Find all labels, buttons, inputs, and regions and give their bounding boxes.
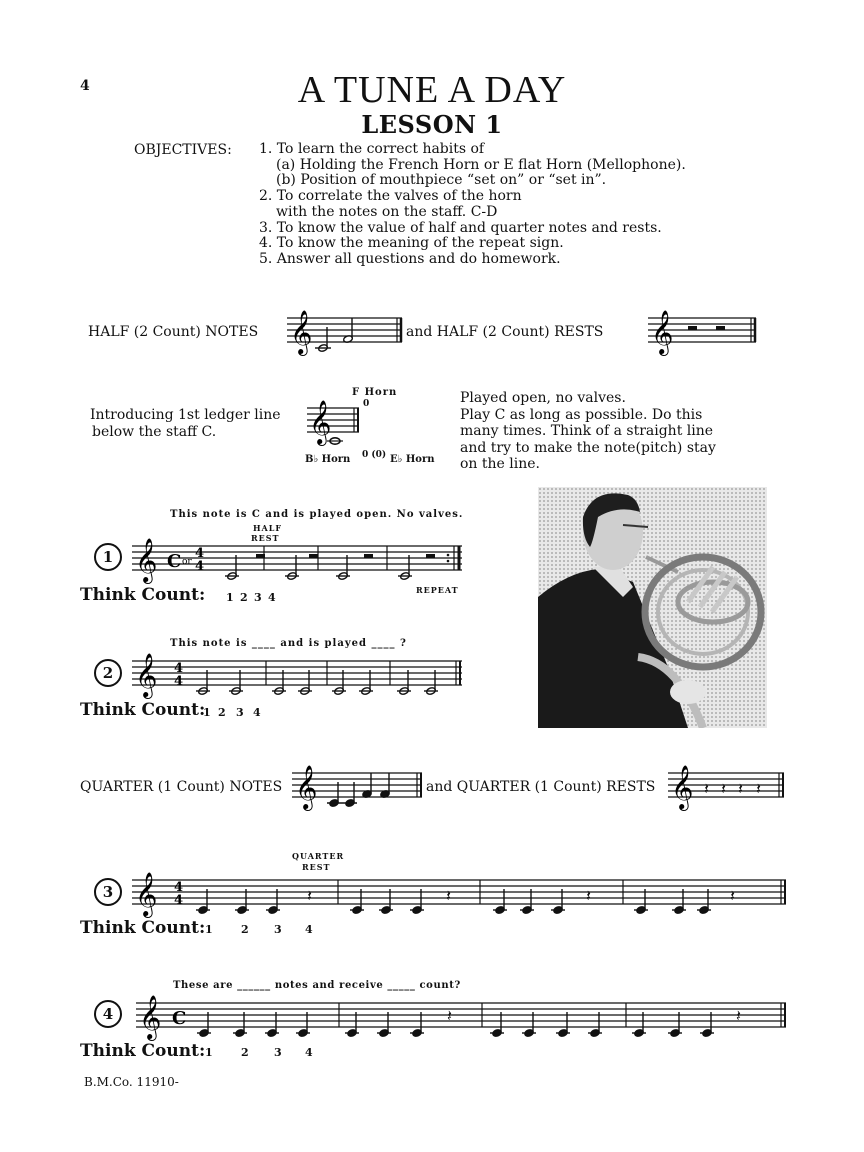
objectives-list	[259, 142, 686, 268]
half-rest-annotation: HALF	[253, 523, 283, 533]
half-rest-annotation: REST	[251, 533, 280, 543]
half-rest-icon	[688, 326, 697, 330]
eb-horn-label: E♭ Horn	[390, 454, 435, 465]
quarter-rests-staff	[668, 767, 786, 817]
svg-text:4: 4	[174, 893, 184, 908]
quarter-notes-staff	[292, 767, 424, 817]
svg-text:4: 4	[174, 880, 184, 895]
quarter-rest-icon: 𝄽	[586, 886, 591, 905]
think-count-label: Think Count:	[80, 585, 206, 605]
quarter-rest-annotation: REST	[302, 862, 331, 872]
objectives-label: OBJECTIVES:	[134, 142, 232, 158]
objective-item: 5. Answer all questions and do homework.	[259, 250, 561, 267]
half-rests-label: and HALF (2 Count) RESTS	[406, 324, 604, 340]
objective-item: 2. To correlate the valves of the horn	[259, 188, 522, 205]
exercise-1-caption: This note is C and is played open. No valves.	[170, 509, 464, 520]
svg-text:or: or	[182, 557, 192, 567]
quarter-rest-icon: 𝄽	[756, 779, 761, 798]
objective-item: 4. To know the meaning of the repeat sign.	[259, 235, 564, 252]
publisher-catalog-number: B.M.Co. 11910-	[84, 1075, 179, 1089]
treble-clef-icon: 𝄞	[295, 765, 318, 809]
exercise-number: 2	[94, 659, 122, 687]
quarter-rest-icon: 𝄽	[704, 779, 709, 798]
svg-text:4: 4	[174, 674, 184, 689]
page-title: A TUNE A DAY	[297, 69, 567, 111]
repeat-annotation: REPEAT	[416, 585, 459, 595]
treble-clef-icon: 𝄞	[651, 310, 674, 354]
quarter-rest-annotation: QUARTER	[292, 851, 345, 861]
objective-item: (a) Holding the French Horn or E flat Horn (Mellophone).	[276, 156, 686, 173]
quarter-rest-icon: 𝄽	[721, 779, 726, 798]
exercise-4-staff	[136, 997, 788, 1047]
svg-text:4: 4	[195, 559, 205, 574]
horn-player-photo	[538, 487, 767, 728]
quarter-rests-label: and QUARTER (1 Count) RESTS	[426, 779, 656, 795]
treble-clef-icon: 𝄞	[309, 400, 332, 444]
quarter-rest-icon: 𝄽	[738, 779, 743, 798]
objective-item: with the notes on the staff. C-D	[276, 203, 498, 220]
exercise-1-staff	[132, 540, 462, 590]
exercise-3-staff	[132, 874, 788, 924]
ledger-staff	[307, 402, 362, 452]
svg-text:C: C	[167, 551, 182, 572]
exercise-2-staff	[132, 655, 462, 705]
svg-text:4: 4	[195, 546, 205, 561]
f-horn-label: F Horn	[352, 387, 398, 398]
half-rests-staff	[648, 312, 758, 362]
treble-clef-icon: 𝄞	[135, 653, 158, 697]
quarter-notes-label: QUARTER (1 Count) NOTES	[80, 779, 283, 795]
treble-clef-icon: 𝄞	[671, 765, 694, 809]
ledger-intro-line1: Introducing 1st ledger line	[90, 407, 281, 423]
exercise-number: 4	[94, 1000, 122, 1028]
exercise-2-caption: This note is ____ and is played ____ ?	[170, 638, 407, 649]
quarter-rest-icon: 𝄽	[730, 886, 735, 905]
fingering-label: 0 (0)	[362, 450, 387, 460]
think-count-label: Think Count:	[80, 1041, 206, 1061]
half-notes-staff	[287, 312, 402, 362]
ledger-intro-line2: below the staff C.	[92, 424, 217, 440]
treble-clef-icon: 𝄞	[139, 995, 162, 1039]
treble-clef-icon: 𝄞	[135, 872, 158, 916]
quarter-rest-icon: 𝄽	[307, 886, 312, 905]
svg-text:4: 4	[174, 661, 184, 676]
think-count-label: Think Count:	[80, 918, 206, 938]
bb-horn-label: B♭ Horn	[305, 454, 351, 465]
half-rest-icon	[716, 326, 725, 330]
lesson-heading: LESSON 1	[361, 110, 503, 139]
treble-clef-icon: 𝄞	[290, 310, 313, 354]
svg-text:C: C	[172, 1008, 187, 1029]
objective-item: (b) Position of mouthpiece “set on” or “set in”.	[276, 172, 607, 189]
exercise-4-caption: These are ______ notes and receive _____ count?	[173, 980, 461, 991]
objective-item: 1. To learn the correct habits of	[259, 141, 485, 157]
exercise-number: 1	[94, 543, 122, 571]
half-notes-label: HALF (2 Count) NOTES	[88, 324, 259, 340]
page-number: 4	[80, 78, 90, 94]
objective-item: 3. To know the value of half and quarter notes and rests.	[259, 219, 662, 236]
quarter-rest-icon: 𝄽	[446, 886, 451, 905]
treble-clef-icon: 𝄞	[135, 538, 158, 582]
ledger-description: Played open, no valves. Play C as long as possible. Do this many times. Think of a straight line and try to make the note(pitch) stay on the line.	[460, 390, 716, 472]
think-count-label: Think Count:	[80, 700, 206, 720]
quarter-rest-icon: 𝄽	[736, 1006, 741, 1025]
exercise-number: 3	[94, 878, 122, 906]
quarter-rest-icon: 𝄽	[447, 1006, 452, 1025]
f-horn-fingering: 0	[363, 399, 371, 409]
